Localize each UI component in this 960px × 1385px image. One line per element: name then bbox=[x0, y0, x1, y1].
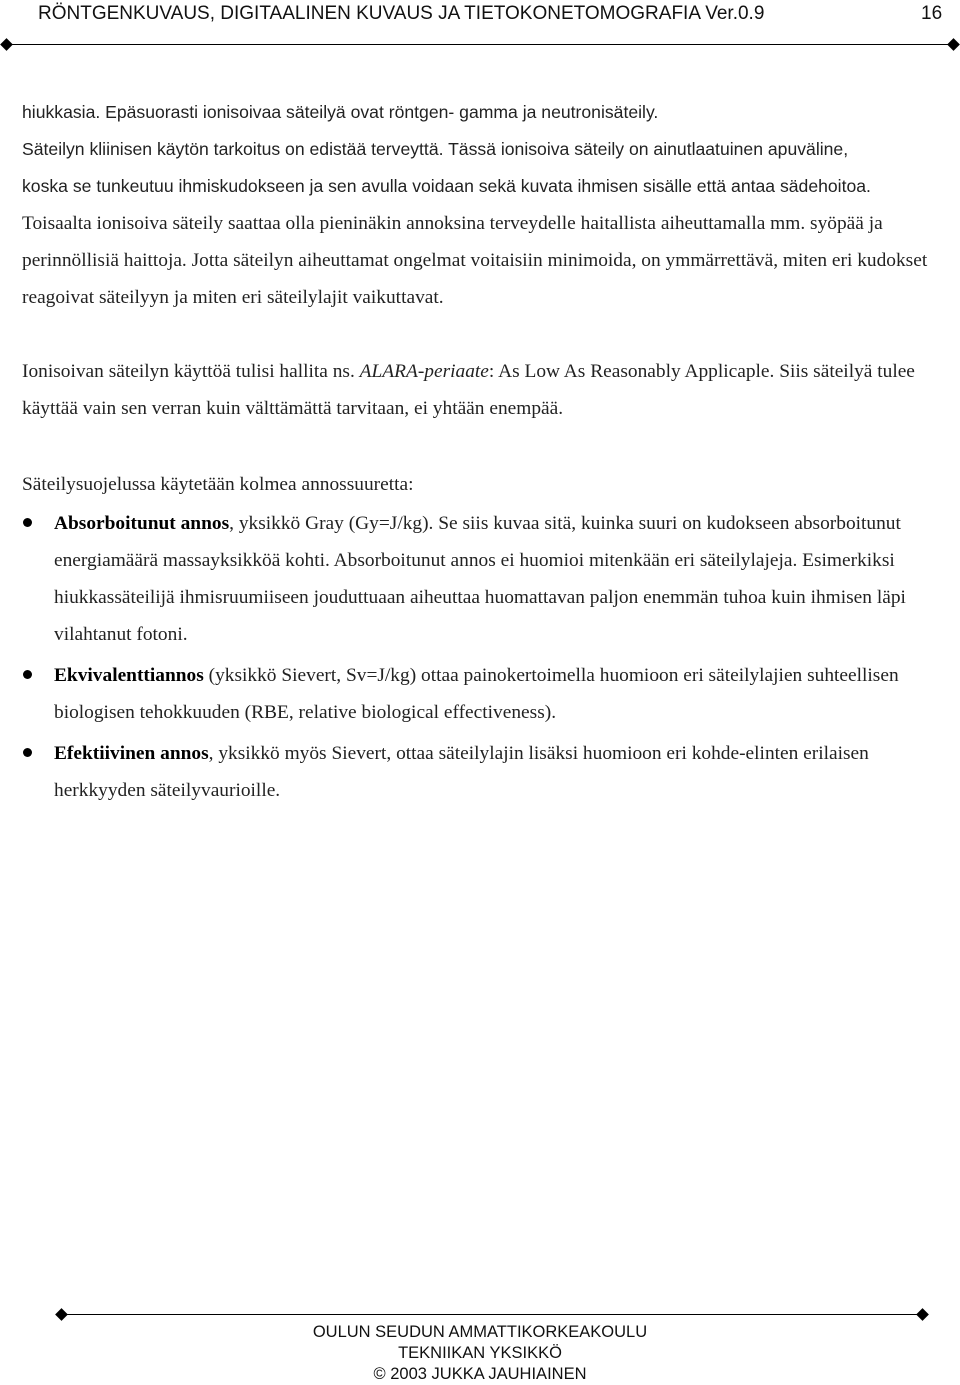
alara-paragraph bbox=[22, 353, 940, 427]
document-title: RÖNTGENKUVAUS, DIGITAALINEN KUVAUS JA TIETOKONETOMOGRAFIA Ver.0.9 bbox=[38, 3, 765, 24]
intro-line-1: hiukkasia. Epäsuorasti ionisoivaa säteilyä ovat röntgen- gamma ja neutronisäteily. bbox=[22, 102, 659, 122]
footer-copyright: © 2003 JUKKA JAUHIAINEN bbox=[373, 1365, 587, 1383]
bullet-term: Efektiivinen annos bbox=[54, 743, 209, 764]
intro-line-2: Säteilyn kliinisen käytön tarkoitus on edistää terveyttä. Tässä ionisoiva säteily on ainutlaatuinen apuväline, bbox=[22, 139, 849, 159]
alara-rest: : As Low As Reasonably Applicaple. Siis säteilyä tulee käyttää vain sen verran kuin välttämättä tarvitaan, ei yhtään enempää. bbox=[22, 361, 915, 419]
bullet-icon bbox=[23, 518, 32, 527]
bullet-icon bbox=[23, 748, 32, 757]
footer-school: OULUN SEUDUN AMMATTIKORKEAKOULU bbox=[312, 1323, 648, 1341]
doses-intro-text: Säteilysuojelussa käytetään kolmea annossuuretta: bbox=[22, 474, 414, 495]
alara-text bbox=[22, 353, 940, 427]
bullet-text: (yksikkö Sievert, Sv=J/kg) ottaa painokertoimella huomioon eri säteilylajien suhteellisen biologisen tehokkuuden (RBE, relative biological effectiveness). bbox=[54, 665, 899, 723]
bullet-text: , yksikkö Gray (Gy=J/kg). Se siis kuvaa sitä, kuinka suuri on kudokseen absorboitunut energiamäärä massayksikköä kohti. Absorboitunut annos ei huomioi mitenkään eri säteilylajeja. Esimerkiksi hiukkassäteilijä ihmisruumiiseen jouduttuaan aiheuttaa huomattavan paljon enemmän tuhoa kuin ihmisen läpi vilahtanut fotoni. bbox=[54, 513, 906, 645]
page-header bbox=[0, 0, 960, 50]
intro-paragraph bbox=[22, 94, 940, 205]
header-rule-left-diamond-icon bbox=[0, 38, 13, 51]
list-item bbox=[22, 505, 940, 653]
header-rule-right-diamond-icon bbox=[947, 38, 960, 51]
list-item bbox=[22, 735, 940, 809]
alara-term: ALARA-periaate bbox=[359, 361, 489, 382]
footer-unit: TEKNIIKAN YKSIKKÖ bbox=[398, 1344, 562, 1362]
footer-rule-left-diamond-icon bbox=[55, 1308, 68, 1321]
header-rule bbox=[6, 44, 954, 45]
page-number: 16 bbox=[921, 3, 943, 24]
doses-intro-paragraph bbox=[22, 466, 940, 503]
bullet-icon bbox=[23, 670, 32, 679]
dose-quantities-list bbox=[22, 505, 940, 813]
bullet-term: Ekvivalenttiannos bbox=[54, 665, 204, 686]
list-item bbox=[22, 657, 940, 731]
footer-rule bbox=[62, 1314, 924, 1315]
footer-rule-right-diamond-icon bbox=[916, 1308, 929, 1321]
risk-paragraph bbox=[22, 205, 940, 316]
page-footer bbox=[0, 1300, 960, 1385]
intro-line-3: koska se tunkeutuu ihmiskudokseen ja sen avulla voidaan sekä kuvata ihmisen sisälle että antaa sädehoitoa. bbox=[22, 176, 871, 196]
bullet-text: , yksikkö myös Sievert, ottaa säteilylajin lisäksi huomioon eri kohde-elinten erilaisen herkkyyden säteilyvaurioille. bbox=[54, 743, 869, 801]
bullet-term: Absorboitunut annos bbox=[54, 513, 230, 534]
risk-text: Toisaalta ionisoiva säteily saattaa olla pieninäkin annoksina terveydelle haitallista aiheuttamalla mm. syöpää ja perinnöllisiä haittoja. Jotta säteilyn aiheuttamat ongelmat voitaisiin minimoida, on ymmärrettävä, miten eri kudokset reagoivat säteilyyn ja miten eri säteilylajit vaikuttavat. bbox=[22, 213, 928, 308]
alara-lead: Ionisoivan säteilyn käyttöä tulisi hallita ns. bbox=[22, 361, 360, 382]
